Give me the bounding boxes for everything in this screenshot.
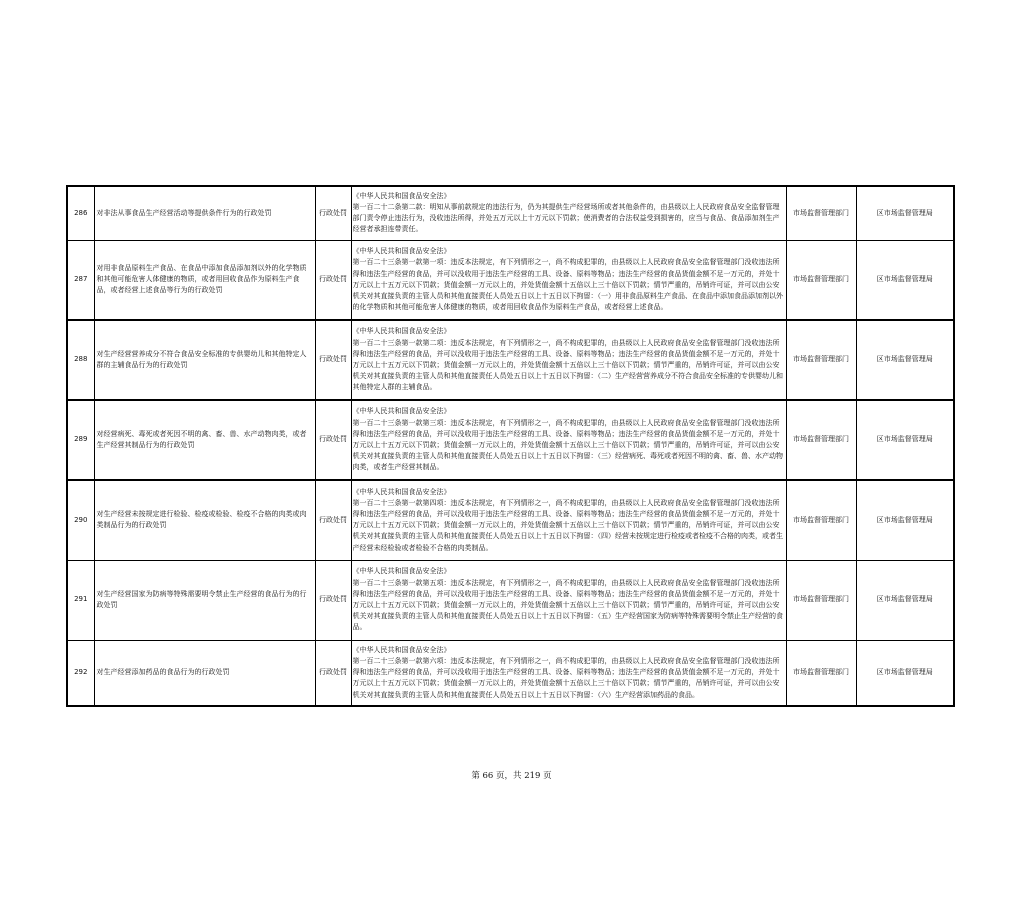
item-number-cell xyxy=(67,400,94,480)
table-row xyxy=(67,186,954,240)
item-type-cell xyxy=(315,320,351,400)
item-type-cell xyxy=(315,640,351,706)
implementing-department-text: 市场监督管理部门 xyxy=(793,595,849,604)
legal-basis-cell xyxy=(351,186,786,240)
responsible-unit-cell xyxy=(856,320,954,400)
implementing-department-text: 市场监督管理部门 xyxy=(793,208,849,217)
item-type-cell xyxy=(315,480,351,560)
item-number-cell xyxy=(67,186,94,240)
legal-basis-text: 《中华人民共和国食品安全法》 第一百二十三条第一款第二项：违反本法规定，有下列情形之一，尚不构成犯罪的，由县级以上人民政府食品安全监督管理部门没收违法所得和违法生产经营的食品，并可以没收用于违法生产经营的工具、设备、原料等物品；违法生产经营的食品货值金额不足一万元的，并处十万元以上十五万元以下罚款；货值金额一万元以上的，并处货值金额十五倍以上三十倍以下罚款；情节严重的，吊销许可证，并可以由公安机关对其直接负责的主管人员和其他直接责任人员处五日以上十五日以下拘留：（二）生产经营营养成分不符合食品安全标准的专供婴幼儿和其他特定人群的主辅食品。 xyxy=(352,327,783,392)
implementing-department-cell xyxy=(786,186,856,240)
item-type-text: 行政处罚 xyxy=(319,355,347,364)
table-row xyxy=(67,320,954,400)
implementing-department-text: 市场监督管理部门 xyxy=(793,435,849,444)
item-name-cell xyxy=(94,186,315,240)
legal-basis-text: 《中华人民共和国食品安全法》 第一百二十二条第二款：明知从事前款规定的违法行为，仍为其提供生产经营场所或者其他条件的，由县级以上人民政府食品安全监督管理部门责令停止违法行为，没收违法所得，并处五万元以上十万元以下罚款；使消费者的合法权益受到损害的，应当与食品、食品添加剂生产经营者承担连带责任。 xyxy=(352,191,780,234)
responsible-unit-cell xyxy=(856,186,954,240)
responsible-unit-cell xyxy=(856,560,954,640)
implementing-department-cell xyxy=(786,240,856,320)
responsible-unit-cell xyxy=(856,480,954,560)
legal-basis-text: 《中华人民共和国食品安全法》 第一百二十三条第一款第一项：违反本法规定，有下列情形之一，尚不构成犯罪的，由县级以上人民政府食品安全监督管理部门没收违法所得和违法生产经营的食品，并可以没收用于违法生产经营的工具、设备、原料等物品；违法生产经营的食品货值金额不足一万元的，并处十万元以上十五万元以下罚款；货值金额一万元以上的，并处货值金额十五倍以上三十倍以下罚款；情节严重的，吊销许可证，并可以由公安机关对其直接负责的主管人员和其他直接责任人员处五日以上十五日以下拘留：（一）用非食品原料生产食品、在食品中添加食品添加剂以外的化学物质和其他可能危害人体健康的物质，或者用回收食品作为原料生产食品，或者经营上述食品。 xyxy=(352,247,783,312)
item-number-text: 286 xyxy=(74,208,88,217)
item-name-text: 对用非食品原料生产食品、在食品中添加食品添加剂以外的化学物质和其他可能危害人体健康的物质，或者用回收食品作为原料生产食品，或者经营上述食品等行为的行政处罚 xyxy=(96,263,307,295)
legal-basis-text: 《中华人民共和国食品安全法》 第一百二十三条第一款第六项：违反本法规定，有下列情形之一，尚不构成犯罪的，由县级以上人民政府食品安全监督管理部门没收违法所得和违法生产经营的食品，并可以没收用于违法生产经营的工具、设备、原料等物品；违法生产经营的食品货值金额不足一万元的，并处十万元以上十五万元以下罚款；货值金额一万元以上的，并处货值金额十五倍以上三十倍以下罚款；情节严重的，吊销许可证，并可以由公安机关对其直接负责的主管人员和其他直接责任人员处五日以上十五日以下拘留：（六）生产经营添加药品的食品。 xyxy=(352,645,780,699)
table-row xyxy=(67,560,954,640)
legal-basis-cell xyxy=(351,640,786,706)
item-type-cell xyxy=(315,186,351,240)
item-type-text: 行政处罚 xyxy=(319,668,347,677)
implementing-department-cell xyxy=(786,640,856,706)
table-row xyxy=(67,240,954,320)
item-name-cell xyxy=(94,560,315,640)
responsible-unit-text: 区市场监督管理局 xyxy=(876,355,933,364)
responsible-unit-cell xyxy=(856,400,954,480)
legal-basis-cell xyxy=(351,320,786,400)
item-name-cell xyxy=(94,240,315,320)
item-type-text: 行政处罚 xyxy=(319,515,347,524)
item-number-cell xyxy=(67,640,94,706)
item-number-text: 289 xyxy=(74,435,88,444)
item-name-text: 对生产经营国家为防病等特殊需要明令禁止生产经营的食品行为的行政处罚 xyxy=(96,589,307,609)
item-name-text: 对生产经营添加药品的食品行为的行政处罚 xyxy=(96,668,230,677)
item-name-cell xyxy=(94,640,315,706)
table-row xyxy=(67,480,954,560)
implementing-department-text: 市场监督管理部门 xyxy=(793,275,849,284)
responsible-unit-cell xyxy=(856,640,954,706)
implementing-department-cell xyxy=(786,320,856,400)
responsible-unit-cell xyxy=(856,240,954,320)
table-body xyxy=(67,186,954,706)
item-type-text: 行政处罚 xyxy=(319,435,347,444)
item-number-text: 290 xyxy=(74,515,88,524)
implementing-department-cell xyxy=(786,560,856,640)
item-type-text: 行政处罚 xyxy=(319,595,347,604)
item-number-cell xyxy=(67,480,94,560)
item-number-cell xyxy=(67,320,94,400)
responsible-unit-text: 区市场监督管理局 xyxy=(876,275,933,284)
item-number-cell xyxy=(67,560,94,640)
implementing-department-cell xyxy=(786,480,856,560)
item-number-text: 287 xyxy=(74,275,88,284)
item-name-text: 对经营病死、毒死或者死因不明的禽、畜、兽、水产动物肉类，或者生产经营其制品行为的行政处罚 xyxy=(96,429,307,449)
legal-basis-text: 《中华人民共和国食品安全法》 第一百二十三条第一款第五项：违反本法规定，有下列情形之一，尚不构成犯罪的，由县级以上人民政府食品安全监督管理部门没收违法所得和违法生产经营的食品，并可以没收用于违法生产经营的工具、设备、原料等物品；违法生产经营的食品货值金额不足一万元的，并处十万元以上十五万元以下罚款；货值金额一万元以上的，并处货值金额十五倍以上三十倍以下罚款；情节严重的，吊销许可证，并可以由公安机关对其直接负责的主管人员和其他直接责任人员处五日以上十五日以下拘留：（五）生产经营国家为防病等特殊需要明令禁止生产经营的食品。 xyxy=(352,567,783,632)
item-name-text: 对生产经营未按规定进行检验、检疫或检验、检疫不合格的肉类或肉类制品行为的行政处罚 xyxy=(96,510,307,530)
item-type-cell xyxy=(315,240,351,320)
item-type-text: 行政处罚 xyxy=(319,275,347,284)
responsible-unit-text: 区市场监督管理局 xyxy=(876,435,933,444)
item-number-text: 291 xyxy=(74,595,88,604)
item-type-cell xyxy=(315,400,351,480)
implementing-department-text: 市场监督管理部门 xyxy=(793,355,849,364)
responsible-unit-text: 区市场监督管理局 xyxy=(876,515,933,524)
responsible-unit-text: 区市场监督管理局 xyxy=(876,208,933,217)
page-footer: 第 66 页，共 219 页 xyxy=(471,771,552,781)
power-list-table xyxy=(66,185,955,707)
legal-basis-text: 《中华人民共和国食品安全法》 第一百二十三条第一款第四项：违反本法规定，有下列情形之一，尚不构成犯罪的，由县级以上人民政府食品安全监督管理部门没收违法所得和违法生产经营的食品，并可以没收用于违法生产经营的工具、设备、原料等物品；违法生产经营的食品货值金额不足一万元的，并处十万元以上十五万元以下罚款；货值金额一万元以上的，并处货值金额十五倍以上三十倍以下罚款；情节严重的，吊销许可证，并可以由公安机关对其直接负责的主管人员和其他直接责任人员处五日以上十五日以下拘留：（四）经营未按规定进行检疫或者检疫不合格的肉类，或者生产经营未经检验或者检验不合格的肉类制品。 xyxy=(352,487,783,552)
item-type-text: 行政处罚 xyxy=(319,208,347,217)
item-name-text: 对生产经营营养成分不符合食品安全标准的专供婴幼儿和其他特定人群的主辅食品行为的行政处罚 xyxy=(96,349,307,369)
table-row xyxy=(67,640,954,706)
legal-basis-cell xyxy=(351,480,786,560)
item-name-cell xyxy=(94,320,315,400)
implementing-department-cell xyxy=(786,400,856,480)
legal-basis-cell xyxy=(351,400,786,480)
implementing-department-text: 市场监督管理部门 xyxy=(793,515,849,524)
legal-basis-cell xyxy=(351,560,786,640)
responsible-unit-text: 区市场监督管理局 xyxy=(876,595,933,604)
item-number-text: 288 xyxy=(74,355,88,364)
implementing-department-text: 市场监督管理部门 xyxy=(793,668,849,677)
item-number-text: 292 xyxy=(74,668,88,677)
item-number-cell xyxy=(67,240,94,320)
legal-basis-text: 《中华人民共和国食品安全法》 第一百二十三条第一款第三项：违反本法规定，有下列情形之一，尚不构成犯罪的，由县级以上人民政府食品安全监督管理部门没收违法所得和违法生产经营的食品，并可以没收用于违法生产经营的工具、设备、原料等物品；违法生产经营的食品货值金额不足一万元的，并处十万元以上十五万元以下罚款；货值金额一万元以上的，并处货值金额十五倍以上三十倍以下罚款；情节严重的，吊销许可证，并可以由公安机关对其直接负责的主管人员和其他直接责任人员处五日以上十五日以下拘留：（三）经营病死、毒死或者死因不明的禽、畜、兽、水产动物肉类，或者生产经营其制品。 xyxy=(352,407,783,472)
legal-basis-cell xyxy=(351,240,786,320)
item-name-cell xyxy=(94,480,315,560)
item-type-cell xyxy=(315,560,351,640)
responsible-unit-text: 区市场监督管理局 xyxy=(876,668,933,677)
item-name-cell xyxy=(94,400,315,480)
table-row xyxy=(67,400,954,480)
item-name-text: 对非法从事食品生产经营活动等提供条件行为的行政处罚 xyxy=(96,208,272,217)
